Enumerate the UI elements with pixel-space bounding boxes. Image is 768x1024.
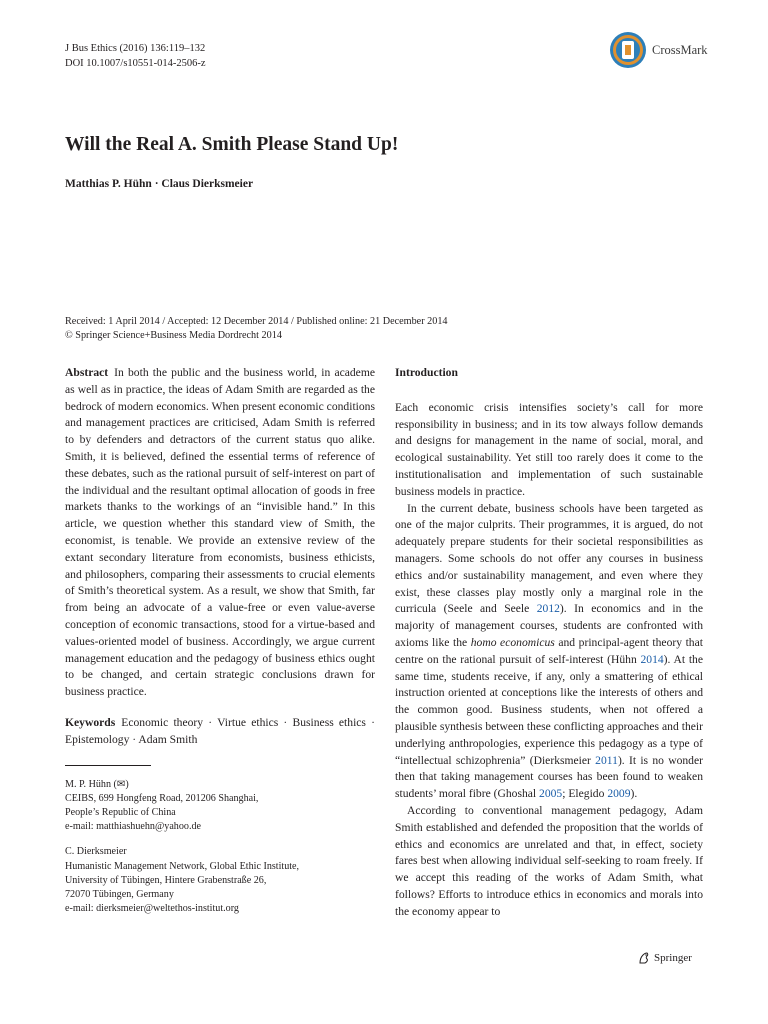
history-dates: Received: 1 April 2014 / Accepted: 12 December 2014 / Published online: 21 December 2014 [65,316,448,327]
keywords [65,715,375,749]
section-heading: Introduction [395,366,458,379]
affiliation-line: University of Tübingen, Hintere Grabenstraße 26, [65,874,267,886]
author-name: Claus Dierksmeier [161,178,254,190]
abstract-label: Abstract [65,366,109,379]
body-text: ). It is no wonder then that taking management courses has been found to weaken students’ moral fibre (Ghoshal [395,753,703,801]
body-text: ). At the same time, students receive, if any, only a smattering of ethical instruction oriented at conceptions like the interests of others and the common good. Business students, when not offered a plausible synthesis between these conflicting approaches and their underlying anthropologies, experience this pedagogy as a type of “intellectual schizophrenia” (Dierksmeier [395,652,703,767]
doi[interactable]: DOI 10.1007/s10551-014-2506-z [65,58,206,69]
affiliation-line: 72070 Tübingen, Germany [65,888,174,900]
affiliation-line: Humanistic Management Network, Global Ethic Institute, [65,860,300,872]
copyright-line: © Springer Science+Business Media Dordrecht 2014 [65,329,282,341]
publication-dates [65,315,448,342]
author-name: Matthias P. Hühn [65,178,152,190]
body-text: ; Elegido [562,787,608,801]
springer-horse-icon [637,951,651,965]
body-text: In the current debate, business schools have been targeted as one of the major culprits. Their programmes, it is argued, do not adequately prepare students for their societal responsibilities as managers. Some schools do not offer any courses in business ethics and/or sustainability management, and even where they exist, these classes play mostly only a marginal role in the curricula (Seele and Seele [395,501,703,616]
keywords-text: Economic theory · Virtue ethics · Business ethics · Epistemology · Adam Smith [65,715,375,746]
publisher-name: Springer [654,952,692,964]
affiliation-line: CEIBS, 699 Hongfeng Road, 201206 Shanghai, [65,792,259,804]
body-paragraph [395,501,703,803]
affiliation-email[interactable]: e-mail: dierksmeier@weltethos-institut.org [65,903,239,915]
affiliation-author: M. P. Hühn (✉) [65,778,129,790]
affiliation-block [65,845,375,916]
affiliation-line: People’s Republic of China [65,806,176,818]
affiliation-author: C. Dierksmeier [65,846,127,858]
journal-reference [65,41,206,71]
crossmark-badge[interactable] [610,32,708,68]
body-paragraph: According to conventional management pedagogy, Adam Smith established and defended the proposition that the worlds of ethics and economics are unrelated and that, in effect, society fares best when allowing individual self-seeking to roam freely. If we accept this reading of the works of Adam Smith, what follows? Efforts to introduce ethics in economics and morals into the economy appear to [395,803,703,918]
citation-link[interactable]: 2011 [595,753,618,767]
affiliation-email[interactable]: e-mail: matthiashuehn@yahoo.de [65,821,201,833]
publisher-logo [637,951,692,965]
abstract [65,365,375,701]
paper-title: Will the Real A. Smith Please Stand Up! [65,134,399,155]
crossmark-icon [610,32,646,68]
affiliation-block [65,778,375,835]
body-text: and principal-agent theory that centre on the rational pursuit of self-interest (Hühn [395,635,703,666]
author-separator: · [151,178,162,190]
italic-term: homo economicus [470,635,555,649]
citation-link[interactable]: 2009 [607,787,631,801]
keywords-label: Keywords [65,715,116,729]
body-text: ). In economics and in the majority of management courses, students are confronted with axioms like the [395,602,703,649]
right-column [395,365,703,921]
left-column [65,365,375,916]
crossmark-label: CrossMark [652,42,708,57]
citation-link[interactable]: 2012 [536,602,560,616]
affiliation-divider [65,765,151,766]
abstract-text: In both the public and the business world, in academe as well as in practice, the ideas of Adam Smith are regarded as the bedrock of modern economics. When present economic conditions and management practices are criticised, Adam Smith is referred to by defenders and detractors of the current status quo alike. Smith, it is believed, defined the essential terms of reference of these debates, such as the rational pursuit of self-interest on part of the individual and the resultant optimal allocation of goods in free markets thanks to the workings of an “invisible hand.” In this article, we question whether this standard view of Smith, the economist, is tenable. We provide an extensive review of the extant secondary literature from economists, business ethicists, and philosophers, comparing their assessments to crucial elements of Smith’s theoretical system. As a result, we show that Smith, far from being an advocate of a value-free or even value-averse conception of economic transactions, stood for a virtue-based and values-oriented model of business. Accordingly, we argue current management education and the pedagogy of business ethics ought to be changed, and certain strategic conclusions drawn for business practice. [65,366,375,699]
citation-link[interactable]: 2005 [539,787,563,801]
body-text: ). [630,787,638,801]
journal-citation: J Bus Ethics (2016) 136:119–132 [65,43,206,54]
citation-link[interactable]: 2014 [640,652,664,666]
author-list [65,178,253,190]
body-paragraph: Each economic crisis intensifies society’s call for more responsibility in business; and in its tow always follow demands and designs for management in the name of social, moral, and ecological sustainability. Yet still too rarely does it come to the institutionalisation and implementation of such sustainable business models in practice. [395,400,703,498]
